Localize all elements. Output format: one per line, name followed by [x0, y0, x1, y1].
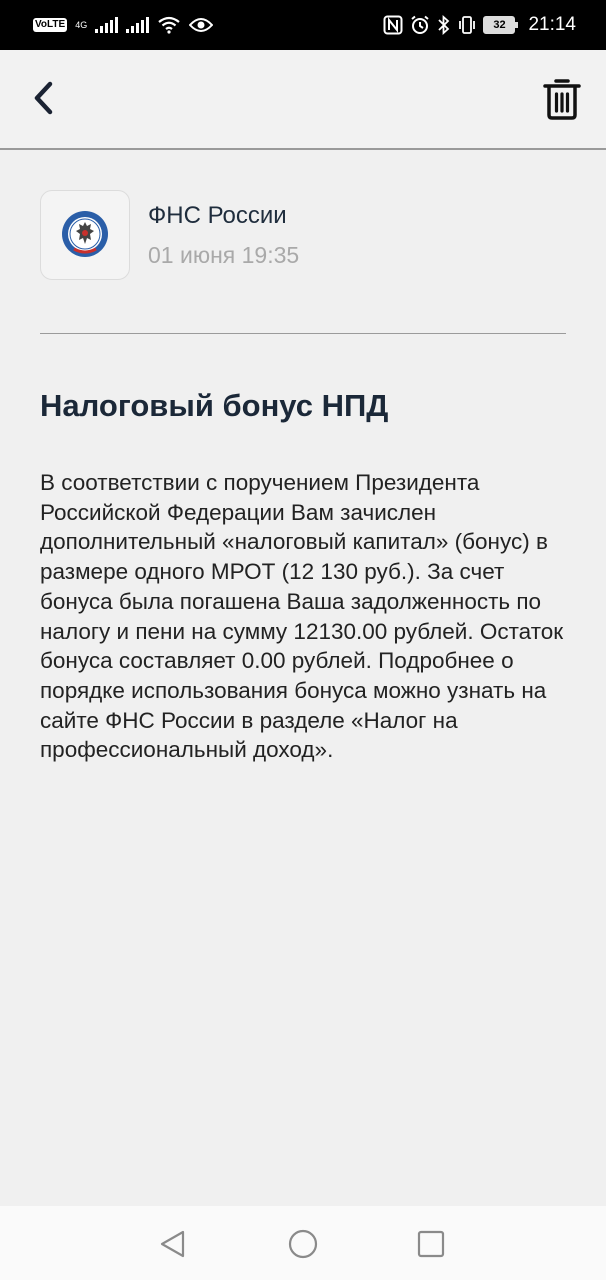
delete-button[interactable]	[538, 74, 586, 122]
battery-icon: 32	[483, 16, 515, 34]
sender-name: ФНС России	[148, 202, 287, 229]
app-toolbar	[0, 50, 606, 150]
alarm-icon	[410, 15, 430, 35]
bluetooth-icon	[437, 15, 451, 35]
cell-signal-icon	[95, 17, 118, 33]
nav-back-button[interactable]	[157, 1228, 189, 1260]
divider	[40, 333, 566, 334]
chevron-left-icon	[28, 78, 62, 118]
sender-logo	[40, 190, 130, 280]
message-date: 01 июня 19:35	[148, 242, 300, 268]
message-title: Налоговый бонус НПД	[40, 388, 389, 423]
system-nav-bar	[0, 1206, 606, 1280]
nav-home-button[interactable]	[287, 1228, 319, 1260]
status-left-group	[33, 14, 213, 36]
volte-badge: VoLTE	[35, 19, 66, 30]
vibrate-icon	[458, 15, 476, 35]
wifi-icon	[157, 16, 181, 34]
circle-home-icon	[287, 1228, 319, 1260]
status-time: 21:14	[528, 14, 576, 35]
fns-emblem-icon	[60, 209, 110, 259]
nfc-icon	[383, 15, 403, 35]
network-type-label: 4G	[75, 19, 88, 30]
nav-recents-button[interactable]	[415, 1228, 447, 1260]
eye-icon	[189, 17, 213, 33]
cell-signal-2-icon	[126, 17, 149, 33]
status-bar	[0, 0, 606, 50]
trash-icon	[538, 74, 586, 122]
message-body: В соответствии с поручением Президента Российской Федерации Вам зачислен дополнительный «налоговый капитал» (бонус) в размере одного МРОТ (12 130 руб.). За счет бонуса была погашена Ваша задолженность по налогу и пени на сумму 12130.00 рублей. Остаток бонуса составляет 0.00 рублей. Подробнее о порядке использования бонуса можно узнать на сайте ФНС России в разделе «Налог на профессиональный доход».	[40, 470, 564, 763]
square-recents-icon	[415, 1228, 447, 1260]
triangle-back-icon	[157, 1228, 189, 1260]
back-button[interactable]	[28, 78, 62, 118]
status-right-group	[383, 12, 576, 38]
